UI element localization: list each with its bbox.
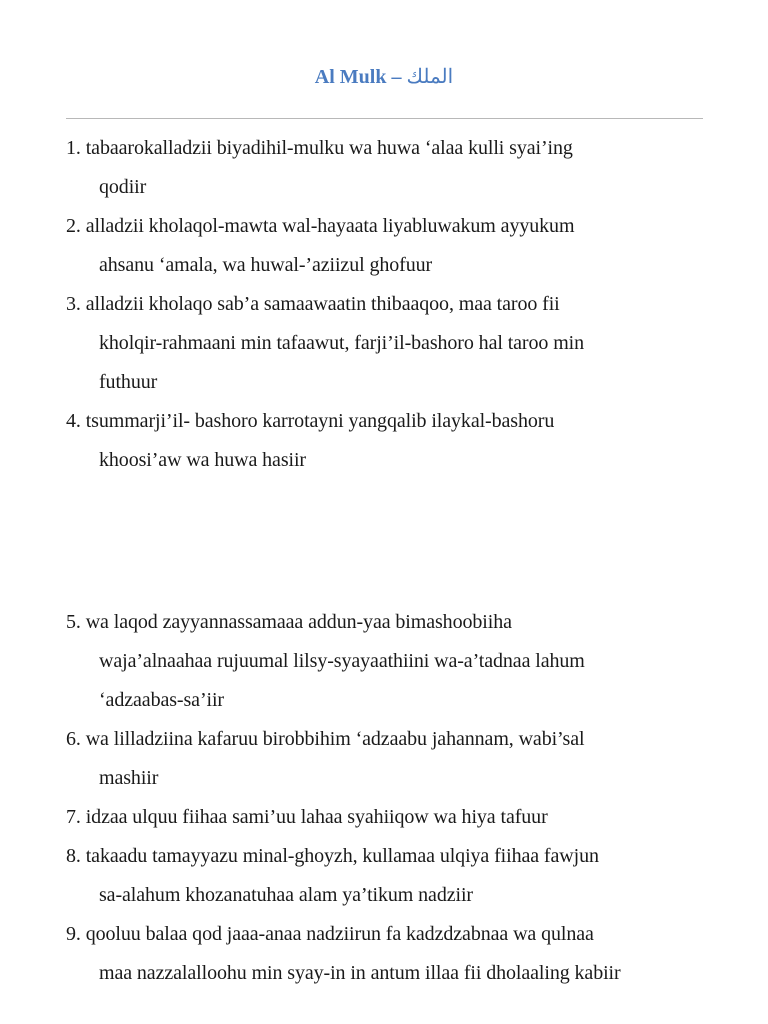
verse-number: 4.	[66, 410, 81, 432]
page-title	[0, 64, 768, 89]
verse-3	[66, 285, 749, 402]
title-divider	[66, 118, 703, 119]
verse-line: takaadu tamayyazu minal-ghoyzh, kullamaa ulqiya fiihaa fawjun	[85, 845, 599, 867]
title-arabic: الملك	[406, 66, 454, 88]
verse-line: sa-alahum khozanatuhaa alam ya’tikum nadziir	[99, 884, 473, 906]
title-latin: Al Mulk –	[314, 66, 402, 88]
verse-number: 3.	[66, 293, 81, 315]
verse-number: 1.	[66, 137, 81, 159]
verse-line: tsummarji’il- bashoro karrotayni yangqalib ilaykal-bashoru	[85, 410, 555, 432]
verse-7	[66, 798, 749, 837]
verse-8	[66, 837, 749, 915]
verse-line: kholqir-rahmaani min tafaawut, farji’il-bashoro hal taroo min	[99, 332, 585, 354]
verse-line: mashiir	[99, 767, 159, 789]
verse-9	[66, 915, 749, 993]
verse-line: khoosi’aw wa huwa hasiir	[99, 449, 306, 471]
verse-number: 8.	[66, 845, 81, 867]
verse-2	[66, 207, 749, 285]
verse-line: wa lilladziina kafaruu birobbihim ‘adzaabu jahannam, wabi’sal	[85, 728, 585, 750]
verse-line: tabaarokalladzii biyadihil-mulku wa huwa ‘alaa kulli syai’ing	[85, 137, 573, 159]
verse-5	[66, 603, 749, 720]
verse-number: 2.	[66, 215, 81, 237]
verse-line: qodiir	[99, 176, 147, 198]
verse-line: ‘adzaabas-sa’iir	[99, 689, 224, 711]
verse-line: maa nazzalalloohu min syay-in in antum illaa fii dholaaling kabiir	[99, 962, 621, 984]
verse-line: ahsanu ‘amala, wa huwal-’aziizul ghofuur	[99, 254, 433, 276]
verse-number: 9.	[66, 923, 81, 945]
verse-line: alladzii kholaqo sab’a samaawaatin thibaaqoo, maa taroo fii	[85, 293, 560, 315]
verse-line: alladzii kholaqol-mawta wal-hayaata liyabluwakum ayyukum	[85, 215, 575, 237]
verse-number: 5.	[66, 611, 81, 633]
verse-line: wa laqod zayyannassamaaa addun-yaa bimashoobiiha	[85, 611, 512, 633]
verse-1	[66, 129, 749, 207]
verse-line: qooluu balaa qod jaaa-anaa nadziirun fa kadzdzabnaa wa qulnaa	[85, 923, 594, 945]
verse-number: 6.	[66, 728, 81, 750]
verse-line: waja’alnaahaa rujuumal lilsy-syayaathiini wa-a’tadnaa lahum	[99, 650, 585, 672]
verse-number: 7.	[66, 806, 81, 828]
verse-line: futhuur	[99, 371, 158, 393]
verse-line: idzaa ulquu fiihaa sami’uu lahaa syahiiqow wa hiya tafuur	[85, 806, 548, 828]
verse-6	[66, 720, 749, 798]
verse-4	[66, 402, 749, 480]
